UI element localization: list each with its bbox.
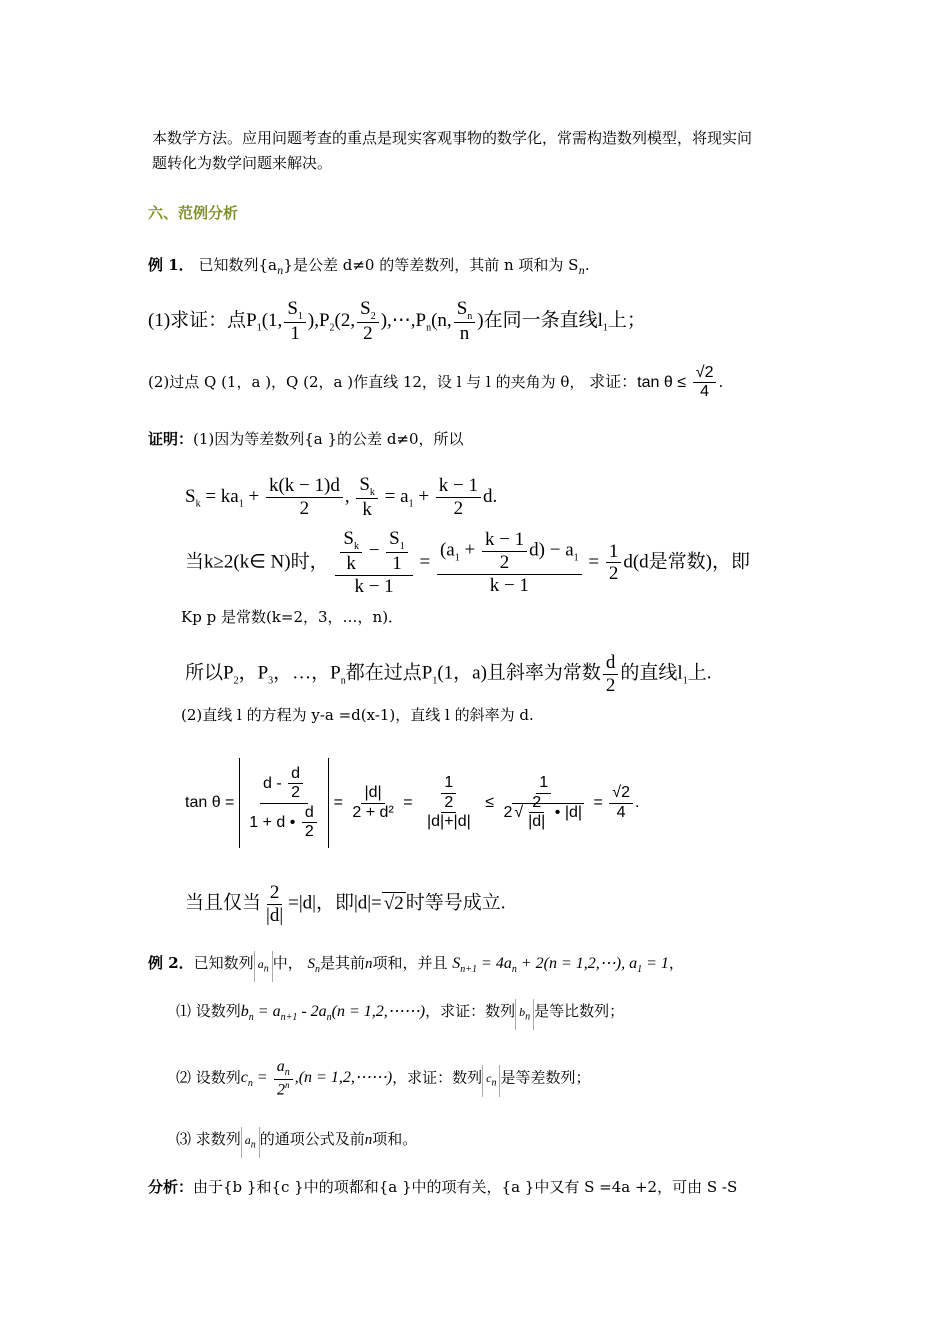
proof-line-l2: (2)直线 l 的方程为 y-a =d(x-1)，直线 l 的斜率为 d. xyxy=(181,706,534,724)
analysis-line: 分析：由于{b }和{c }中的项都和{a }中的项有关，{a }中又有 S =4a +2，可由 S -S xyxy=(148,1178,738,1196)
example2-statement: 例 2．已知数列 $a_n$ 中， $S_n$是其前n项和，并且 $S_{n+1} = 4a_n + 2(n$ = 1,2,⋯), $a_1 = 1$， xyxy=(148,950,684,983)
proof-so-line: 所以$P_2$，$P_3$，…，$P_n$都在过点$P_1(1$，a)且斜率为常数 $\frac{d}{2}$ 的直线$l_1$上. xyxy=(185,652,712,696)
proof-equality: 当且仅当 $\frac{2}{|d|}$ =|d|，即|d|= √2 时等号成立. xyxy=(185,882,506,926)
proof-formula-slope: 当k≥2(k∈ N)时， $\frac{S_k}{k}$ − $\frac{S_1}{1}$ k − 1 = ($a_1$ + $\frac{k - 1}{2}$ $d) - a_1$ k − 1 = $\frac{1}{2}$ d(d是常数)，即 xyxy=(185,528,751,598)
example1-statement: 例 1． 已知数列$\{a_n\}$是公差 d≠0 的等差数列，其前 n 项和为 $S_n$. xyxy=(148,256,590,277)
example2-q2: ⑵ 设数列$c_n$ = $\frac{a_n}{2^n}$ ,(n = 1,2,⋯⋯)，求证：数列 $c_n$ 是等差数列； xyxy=(176,1058,591,1099)
proof-formula-sk: $S_k = ka_1$ + $\frac{k(k - 1)d}{2}$ , $\frac{S_k}{k}$ = $a_1$ + $\frac{k - 1}{2}$ d. xyxy=(185,474,498,521)
example2-q3: ⑶ 求数列 $a_n$ 的通项公式及前n项和。 xyxy=(176,1126,417,1158)
proof-kp-line: Kp p 是常数(k=2，3，…，n)． xyxy=(181,608,404,626)
intro-line-1: 本数学方法。应用问题考查的重点是现实客观事物的数学化，常需构造数列模型，将现实问 xyxy=(152,129,753,147)
proof-line-1: 证明：(1)因为等差数列{a }的公差 d≠0，所以 xyxy=(148,430,464,448)
section-heading: 六、范例分析 xyxy=(148,204,239,222)
proof-tan-formula: tan θ = d - $\frac{d}{2}$ 1 + d • $\frac{d}{2}$ = $\frac{|d|}{\text{2 + d²}}$ = $\frac{1}{\frac{2}{|d|+|d|}}$ ≤ 1 2 √ $\frac{2}{|d|}$ • |d| = $\frac{√2}{4}$ . xyxy=(185,758,639,848)
example1-part1: (1)求证：点$P_1(1$, $\frac{S_1}{1}$ )$,P_2(2$, $\frac{S_2}{2}$ )$,\cdots,P_n(n$, $\frac{S_n}{n}$ )在同一条直线$l_1$上； xyxy=(148,298,646,345)
example1-label: 例 1． xyxy=(148,256,194,274)
intro-line-2: 题转化为数学问题来解决。 xyxy=(152,154,333,172)
example2-q1: ⑴ 设数列$b_n = a_{n+1} - 2a_n(n$ = 1,2,⋯⋯)，求证：数列 $b_n$ 是等比数列； xyxy=(176,998,624,1031)
example1-part2: (2)过点 Q (1，a )，Q (2，a )作直线 12，设 l 与 l 的夹角为 θ， 求证：tan θ ≤ $\frac{√2}{4}$ . xyxy=(148,364,724,401)
